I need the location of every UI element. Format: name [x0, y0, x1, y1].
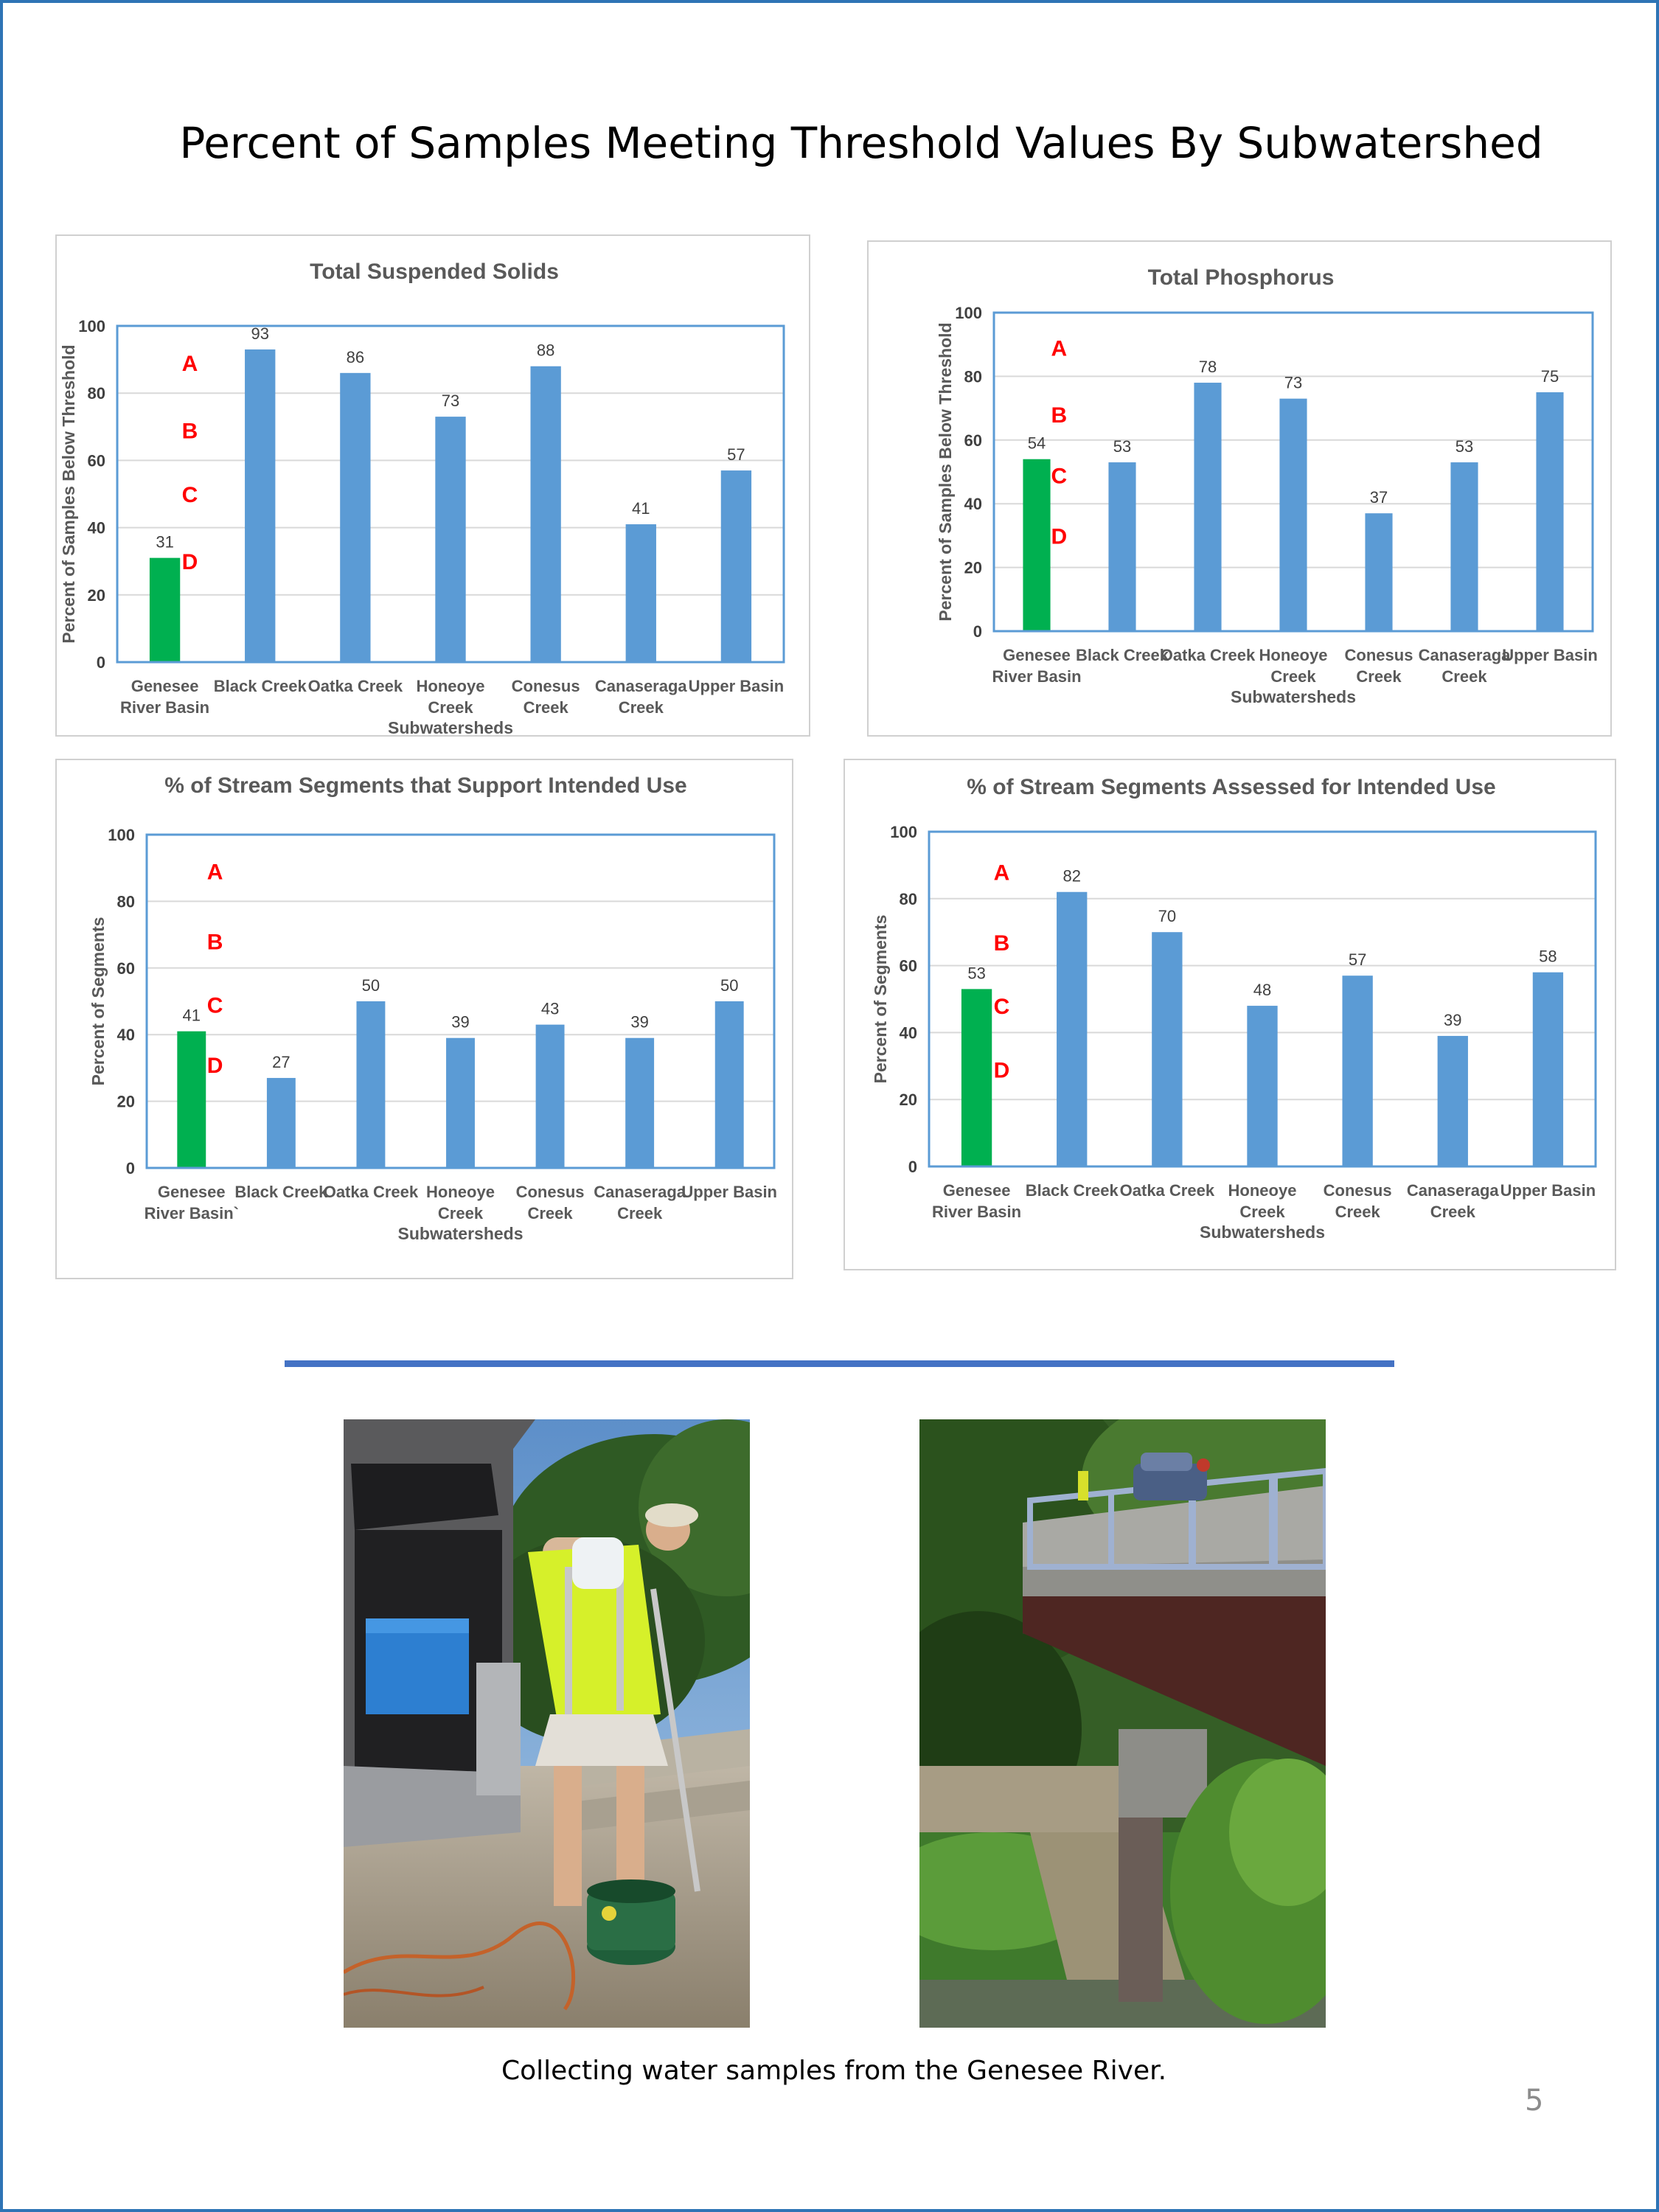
category-label: Creek	[1270, 667, 1316, 686]
bar	[961, 989, 992, 1166]
category-label: Conesus	[511, 677, 580, 695]
category-label: Creek	[1441, 667, 1487, 686]
bar	[340, 373, 370, 662]
category-label: Creek	[1335, 1203, 1380, 1221]
y-tick-label: 0	[125, 1159, 135, 1178]
category-label: Oatka Creek	[1160, 646, 1256, 664]
letter-label: D	[1051, 524, 1068, 549]
y-tick-label: 40	[116, 1026, 135, 1045]
category-label: Honeoye	[416, 677, 485, 695]
data-label: 50	[720, 976, 739, 995]
category-label: Honeoye	[1228, 1181, 1297, 1200]
bar	[1152, 932, 1182, 1166]
data-label: 39	[1444, 1010, 1462, 1029]
letter-label: C	[1051, 464, 1068, 489]
data-label: 31	[156, 532, 174, 552]
category-label: Conesus	[1323, 1181, 1392, 1200]
y-axis-label: Percent of Segments	[871, 914, 890, 1084]
y-tick-label: 60	[87, 451, 105, 470]
y-tick-label: 100	[955, 304, 982, 322]
category-label: Creek	[618, 698, 664, 717]
y-tick-label: 20	[87, 585, 105, 605]
bar	[1108, 462, 1135, 631]
letter-label: B	[993, 931, 1010, 956]
letter-label: B	[206, 930, 223, 955]
y-axis-label: Percent of Samples Below Threshold	[59, 344, 78, 644]
y-tick-label: 60	[116, 959, 135, 978]
data-label: 53	[1455, 437, 1474, 456]
category-label: Black Creek	[213, 677, 307, 695]
data-label: 58	[1539, 947, 1557, 966]
x-axis-label: Subwatersheds	[388, 718, 513, 737]
y-tick-label: 40	[899, 1023, 917, 1043]
page-title: Percent of Samples Meeting Threshold Values By Subwatershed	[179, 118, 1543, 168]
data-label: 73	[441, 392, 460, 411]
chart-title: Total Suspended Solids	[310, 260, 559, 284]
bar	[356, 1001, 385, 1168]
bar	[536, 1025, 565, 1168]
category-label: Creek	[1356, 667, 1402, 686]
letter-label: A	[993, 860, 1010, 886]
data-label: 57	[727, 445, 745, 465]
data-label: 88	[536, 341, 555, 360]
bar	[150, 558, 180, 662]
category-label: Honeoye	[1259, 646, 1328, 664]
category-label: Creek	[527, 1204, 573, 1222]
y-axis-label: Percent of Samples Below Threshold	[936, 322, 955, 622]
photo-caption: Collecting water samples from the Genesee River.	[501, 2056, 1167, 2086]
category-label: Genesee	[131, 677, 199, 695]
bar	[1023, 459, 1050, 631]
y-tick-label: 60	[899, 956, 917, 975]
data-label: 27	[272, 1052, 291, 1071]
bar	[1533, 973, 1563, 1166]
letter-label: B	[181, 419, 198, 444]
category-label: Black Creek	[1025, 1181, 1119, 1200]
category-label: River Basin	[120, 698, 210, 717]
y-tick-label: 40	[964, 495, 982, 514]
chart-segments-support-use	[55, 759, 793, 1279]
data-label: 57	[1348, 950, 1367, 970]
category-label: Creek	[437, 1204, 484, 1222]
category-label: Upper Basin	[1502, 646, 1598, 664]
category-label: Creek	[428, 698, 473, 717]
section-divider	[285, 1360, 1394, 1367]
chart-total-phosphorus	[867, 240, 1612, 737]
category-label: River Basin	[992, 667, 1082, 686]
chart-title: Total Phosphorus	[1147, 265, 1335, 290]
y-tick-label: 0	[96, 653, 105, 672]
bar	[1194, 383, 1221, 631]
data-label: 43	[540, 999, 560, 1018]
data-label: 41	[182, 1006, 201, 1025]
bar	[1450, 462, 1478, 631]
category-label: Oatka Creek	[307, 677, 403, 695]
category-label: Creek	[617, 1204, 663, 1222]
x-axis-label: Subwatersheds	[1231, 687, 1356, 706]
data-label: 37	[1369, 488, 1388, 507]
category-label: Canaseraga	[594, 1183, 686, 1201]
category-label: Creek	[1430, 1203, 1475, 1221]
data-label: 75	[1540, 367, 1559, 386]
bar	[626, 524, 656, 662]
bar	[530, 366, 560, 662]
bar	[177, 1032, 206, 1168]
category-label: Oatka Creek	[323, 1183, 419, 1201]
page-number: 5	[1525, 2084, 1544, 2118]
chart-title: % of Stream Segments Assessed for Intended Use	[967, 775, 1496, 799]
data-label: 73	[1284, 373, 1303, 392]
category-label: River Basin`	[144, 1204, 239, 1222]
bar	[435, 417, 465, 662]
letter-label: D	[993, 1058, 1010, 1083]
chart-svg	[869, 242, 1613, 738]
y-tick-label: 80	[899, 889, 917, 908]
category-label: Canaseraga	[594, 677, 687, 695]
letter-label: A	[1051, 336, 1068, 361]
bar	[446, 1038, 475, 1168]
data-label: 78	[1198, 358, 1217, 377]
category-label: Genesee	[942, 1181, 1011, 1200]
category-label: Genesee	[1003, 646, 1071, 664]
y-axis-label: Percent of Segments	[88, 917, 108, 1086]
letter-label: A	[181, 352, 198, 377]
y-tick-label: 0	[973, 622, 982, 641]
data-label: 53	[1113, 437, 1132, 456]
data-label: 48	[1253, 981, 1272, 1000]
bar	[715, 1001, 744, 1168]
category-label: Black Creek	[1076, 646, 1169, 664]
letter-label: B	[1051, 403, 1068, 428]
letter-label: D	[181, 550, 198, 575]
data-label: 53	[967, 964, 986, 983]
category-label: River Basin	[932, 1203, 1022, 1221]
bar	[1438, 1036, 1468, 1166]
chart-total-suspended-solids	[55, 234, 810, 737]
letter-label: D	[206, 1053, 223, 1078]
y-tick-label: 0	[908, 1158, 917, 1176]
bar	[1365, 513, 1392, 631]
letter-label: A	[206, 860, 223, 885]
y-tick-label: 100	[108, 826, 135, 844]
data-label: 39	[630, 1012, 649, 1032]
category-label: Canaseraga	[1418, 646, 1511, 664]
letter-label: C	[181, 483, 198, 507]
category-label: Genesee	[157, 1183, 226, 1201]
category-label: Conesus	[515, 1183, 585, 1201]
data-label: 41	[632, 499, 650, 518]
bar	[1057, 892, 1087, 1166]
data-label: 39	[451, 1012, 470, 1032]
category-label: Creek	[523, 698, 568, 717]
bar	[267, 1078, 296, 1168]
bar	[1536, 392, 1563, 631]
bar	[245, 349, 275, 662]
y-tick-label: 80	[87, 384, 105, 403]
x-axis-label: Subwatersheds	[397, 1224, 524, 1243]
bar	[1279, 399, 1307, 631]
bar	[625, 1038, 654, 1168]
chart-svg	[57, 760, 795, 1281]
category-label: Upper Basin	[1500, 1181, 1596, 1200]
data-label: 93	[251, 324, 269, 343]
category-label: Creek	[1239, 1203, 1285, 1221]
category-label: Upper Basin	[681, 1183, 778, 1201]
x-axis-label: Subwatersheds	[1200, 1222, 1325, 1242]
data-label: 50	[361, 976, 380, 995]
chart-svg	[845, 760, 1618, 1272]
category-label: Canaseraga	[1406, 1181, 1499, 1200]
category-label: Upper Basin	[688, 677, 785, 695]
data-label: 70	[1158, 907, 1177, 926]
category-label: Conesus	[1344, 646, 1413, 664]
bar	[721, 470, 751, 662]
volunteer-sampling-photo	[344, 1419, 750, 2028]
y-tick-label: 100	[890, 823, 917, 841]
y-tick-label: 100	[78, 317, 105, 335]
y-tick-label: 60	[964, 431, 982, 450]
chart-svg	[57, 236, 812, 738]
y-tick-label: 40	[87, 518, 105, 538]
y-tick-label: 20	[899, 1091, 917, 1110]
y-tick-label: 80	[116, 892, 135, 911]
bridge-over-river-photo	[919, 1419, 1326, 2028]
letter-label: C	[206, 993, 223, 1018]
data-label: 82	[1062, 866, 1081, 886]
category-label: Oatka Creek	[1119, 1181, 1215, 1200]
category-label: Honeoye	[426, 1183, 495, 1201]
category-label: Black Creek	[234, 1183, 328, 1201]
y-tick-label: 20	[116, 1092, 135, 1111]
data-label: 86	[346, 347, 365, 366]
y-tick-label: 20	[964, 558, 982, 577]
data-label: 54	[1027, 434, 1046, 453]
bar	[1247, 1006, 1277, 1166]
chart-segments-assessed-use	[844, 759, 1616, 1270]
bar	[1342, 975, 1372, 1166]
letter-label: C	[993, 995, 1010, 1020]
y-tick-label: 80	[964, 367, 982, 386]
chart-title: % of Stream Segments that Support Intended Use	[164, 773, 687, 798]
